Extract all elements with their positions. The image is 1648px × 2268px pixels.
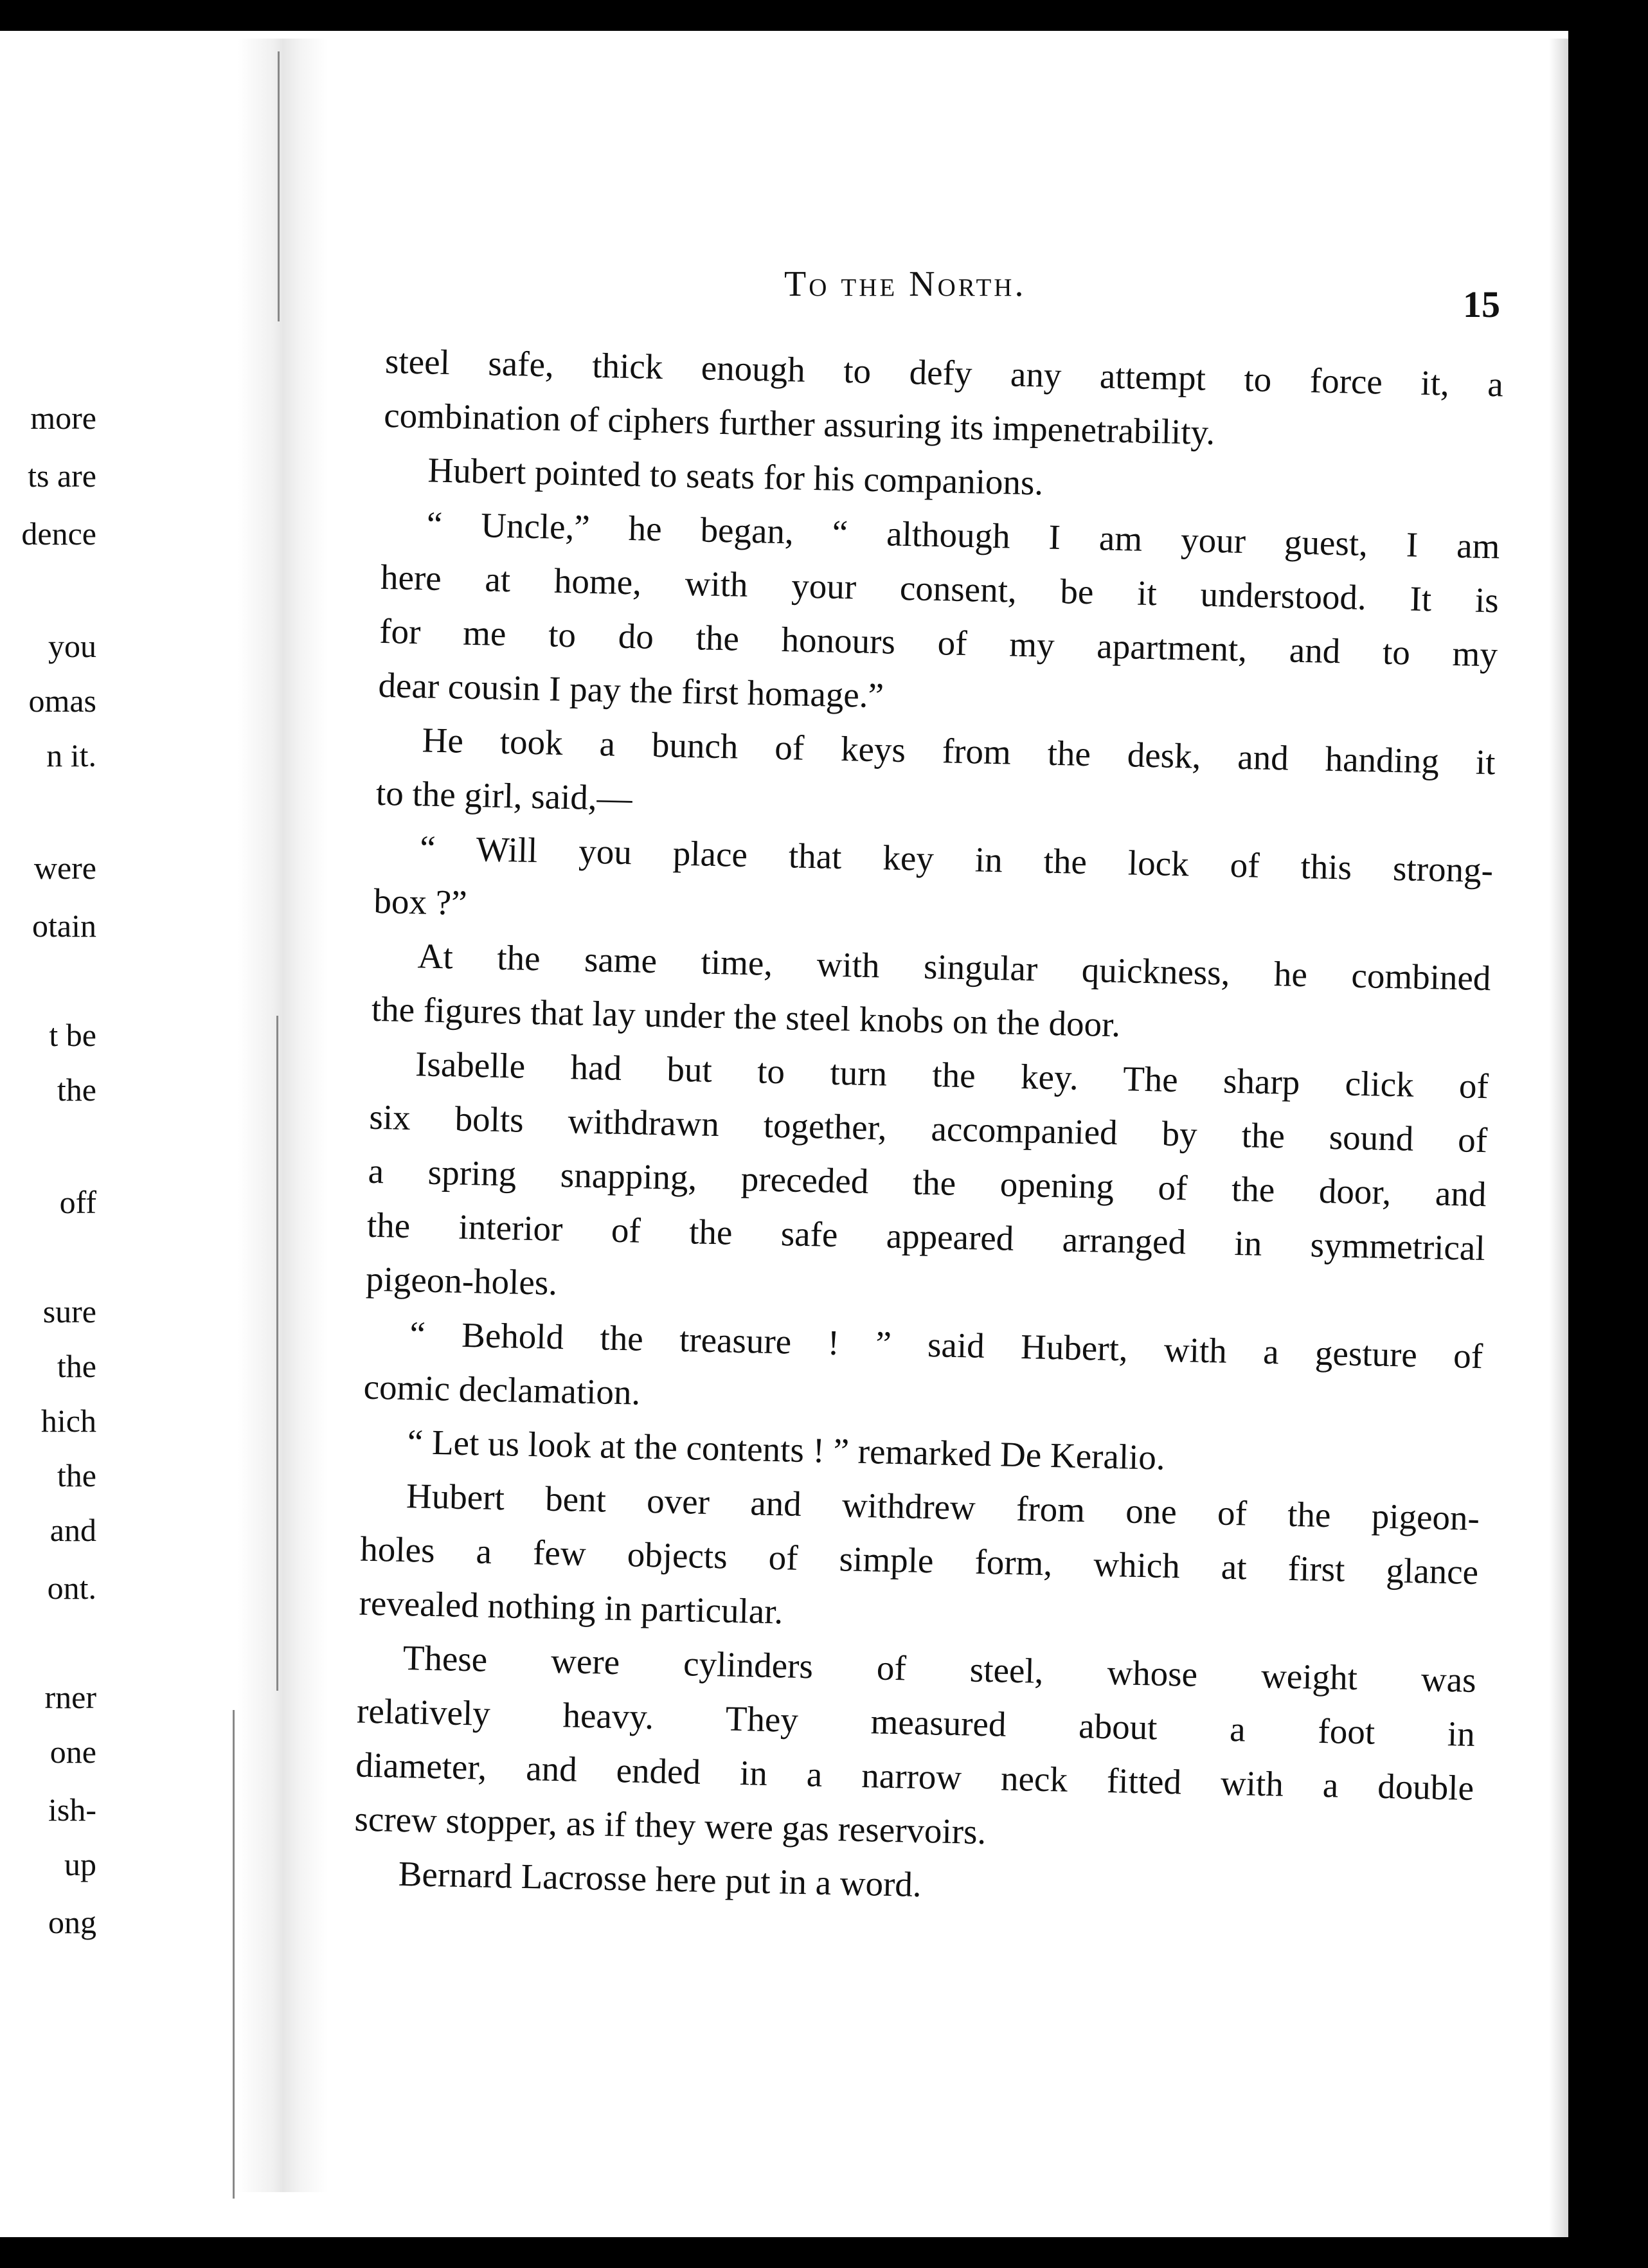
left-page-line: ong [48,1904,96,1940]
left-page-line: you [48,628,96,664]
left-page-line: one [49,1734,96,1770]
left-page-line: otain [32,908,96,944]
left-page-line: ish- [48,1792,96,1828]
text-line: screw stopper, as if they were gas reservoirs. [354,1799,987,1852]
text-line: holes a few objects of simple form, which at first glance [359,1529,1479,1592]
left-page-line: up [64,1846,96,1882]
left-page-line: rner [44,1679,96,1715]
gutter-line-middle [276,1016,278,1691]
text-line: dear cousin I pay the first homage.” [377,665,884,716]
text-line: box ?” [373,881,468,923]
page-number: 15 [1463,284,1500,325]
left-page-line: were [33,850,96,886]
left-page-line: n it. [46,737,96,773]
left-page-line: t be [49,1017,96,1053]
book-gutter [238,39,328,2192]
text-line: Bernard Lacrosse here put in a word. [398,1853,922,1904]
scan-border-bottom [0,2237,1648,2268]
text-line: combination of ciphers further assuring its impenetrability. [383,395,1215,453]
text-line: These were cylinders of steel, whose weight was [402,1638,1477,1700]
text-line: for me to do the honours of my apartment, and to my [379,611,1498,674]
running-head: To the North. [784,264,1026,304]
left-page-line: dence [21,516,96,552]
text-line: steel safe, thick enough to defy any attempt to force it, a [384,341,1504,404]
left-page-line: more [30,400,96,436]
text-line: “ Behold the treasure ! ” said Hubert, with a gesture of [409,1314,1483,1376]
text-line: Hubert bent over and withdrew from one of the pigeon- [406,1476,1480,1538]
text-line: a spring snapping, preceded the opening of the door, and [368,1151,1487,1214]
text-line: Isabelle had but to turn the key. The sharp click of [415,1044,1489,1106]
text-line: six bolts withdrawn together, accompanied by the sound of [368,1097,1488,1160]
text-line: to the girl, said,— [375,773,633,818]
left-page-line: sure [42,1293,96,1329]
left-page-line: off [59,1184,96,1220]
left-page-line: omas [28,683,96,719]
gutter-line-lower [233,1710,235,2199]
text-line: comic declamation. [363,1367,641,1412]
text-line: the interior of the safe appeared arranged in symmetrical [366,1205,1486,1268]
left-page-line: ts are [28,458,96,494]
left-page-line: the [57,1457,96,1493]
page-edge-shadow [1549,39,1568,2237]
text-line: Hubert pointed to seats for his companions. [427,450,1044,503]
text-line: revealed nothing in particular. [359,1583,784,1632]
scan-border-right [1568,0,1648,2268]
text-line: relatively heavy. They measured about a foot in [356,1691,1476,1754]
text-line: pigeon-holes. [365,1259,558,1302]
text-line: the figures that lay under the steel knobs on the door. [371,989,1121,1045]
left-page-line: hich [40,1403,96,1439]
scan-border-top [0,0,1648,31]
page-body-text [353,334,1504,1923]
left-page-line: ont. [47,1570,96,1606]
text-line: “ Let us look at the contents ! ” remarked De Keralio. [407,1422,1166,1477]
text-line: At the same time, with singular quickness, he combined [417,936,1492,998]
text-line: “ Uncle,” he began, “ although I am your guest, I am [426,504,1501,566]
left-page-line: the [57,1348,96,1384]
text-line: “ Will you place that key in the lock of this strong- [419,828,1494,890]
text-line: He took a bunch of keys from the desk, and handing it [422,720,1496,782]
gutter-line-upper [278,51,280,321]
left-page-line: and [49,1512,96,1548]
left-page-line: the [57,1072,96,1108]
text-line: diameter, and ended in a narrow neck fitted with a double [355,1745,1474,1808]
text-line: here at home, with your consent, be it understood. It is [380,557,1500,620]
